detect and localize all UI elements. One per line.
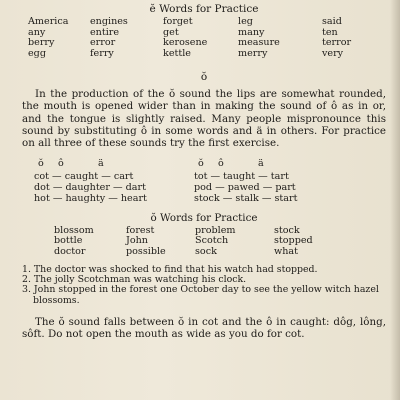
pairs-header-label: ŏ [198, 157, 204, 169]
pairs-column-left [34, 158, 194, 204]
pair-row: pod — pawed — part [194, 181, 296, 193]
heading-e-words: ĕ Words for Practice [149, 3, 259, 15]
word: said [322, 16, 342, 27]
word: error [90, 37, 116, 49]
pair-row: tot — taught — tart [194, 170, 289, 182]
word: measure [238, 37, 280, 49]
word: kettle [163, 47, 191, 59]
word: forest [126, 224, 155, 236]
word: America [28, 16, 69, 27]
word: what [274, 246, 298, 258]
word: engines [90, 16, 128, 27]
heading-o-words: ŏ Words for Practice [150, 211, 258, 224]
word: stock [274, 224, 300, 236]
sentence: 2. The jolly Scotchman was watching his clock. [22, 274, 247, 286]
word-grid-e [28, 17, 386, 59]
closing-paragraph: The ŏ sound falls between ŏ in cot and the ô in caught: dôg, lông, sôft. Do not open the mouth as wide as you do for cot. [22, 316, 386, 341]
word: problem [195, 224, 236, 236]
pairs-header-label: ô [58, 157, 64, 169]
pairs-header [194, 158, 354, 169]
word: ten [322, 26, 338, 38]
word: possible [126, 246, 166, 258]
word: any [28, 26, 46, 38]
word: doctor [54, 246, 86, 258]
word: kerosene [163, 37, 208, 49]
word: stopped [274, 235, 313, 247]
word: get [163, 26, 179, 38]
pair-row: hot — haughty — heart [34, 192, 147, 204]
word: entire [90, 26, 120, 38]
word: ferry [90, 47, 114, 59]
word-grid-o [54, 226, 386, 258]
sentence: 3. John stopped in the forest one October day to see the yellow witch hazel blossoms. [22, 284, 379, 306]
word: leg [238, 16, 253, 27]
pairs-header [34, 158, 194, 169]
word: berry [28, 37, 55, 49]
word: blossom [54, 224, 94, 236]
pairs-header-label: ä [98, 157, 104, 169]
practice-sentences [22, 265, 386, 307]
word: many [238, 26, 265, 38]
word: John [126, 235, 148, 247]
word: forget [163, 16, 193, 27]
sentence: 1. The doctor was shocked to find that his watch had stopped. [22, 263, 318, 275]
word: very [322, 47, 344, 59]
section-mark-o: ŏ [200, 71, 208, 84]
word: sock [195, 246, 217, 258]
intro-paragraph: In the production of the ŏ sound the lips are somewhat rounded, the mouth is opened wider than in making the sound of ô as in or, and the tongue is slightly raised. Many people mispronounce this sound by substituting ô in some words and ä in others. For practice on all three of these sounds try the first exercise. [22, 88, 386, 149]
sound-pairs [34, 158, 386, 204]
pairs-column-right [194, 158, 354, 204]
word: merry [238, 47, 268, 59]
pairs-header-label: ô [218, 157, 224, 169]
pairs-header-label: ŏ [38, 157, 44, 169]
page-edge-shadow [390, 0, 400, 400]
word: Scotch [195, 235, 229, 247]
pair-row: dot — daughter — dart [34, 181, 146, 193]
word: egg [28, 47, 46, 59]
word: bottle [54, 235, 83, 247]
pair-row: cot — caught — cart [34, 170, 134, 182]
word: terror [322, 37, 352, 49]
pairs-header-label: ä [258, 157, 264, 169]
pair-row: stock — stalk — start [194, 192, 298, 204]
